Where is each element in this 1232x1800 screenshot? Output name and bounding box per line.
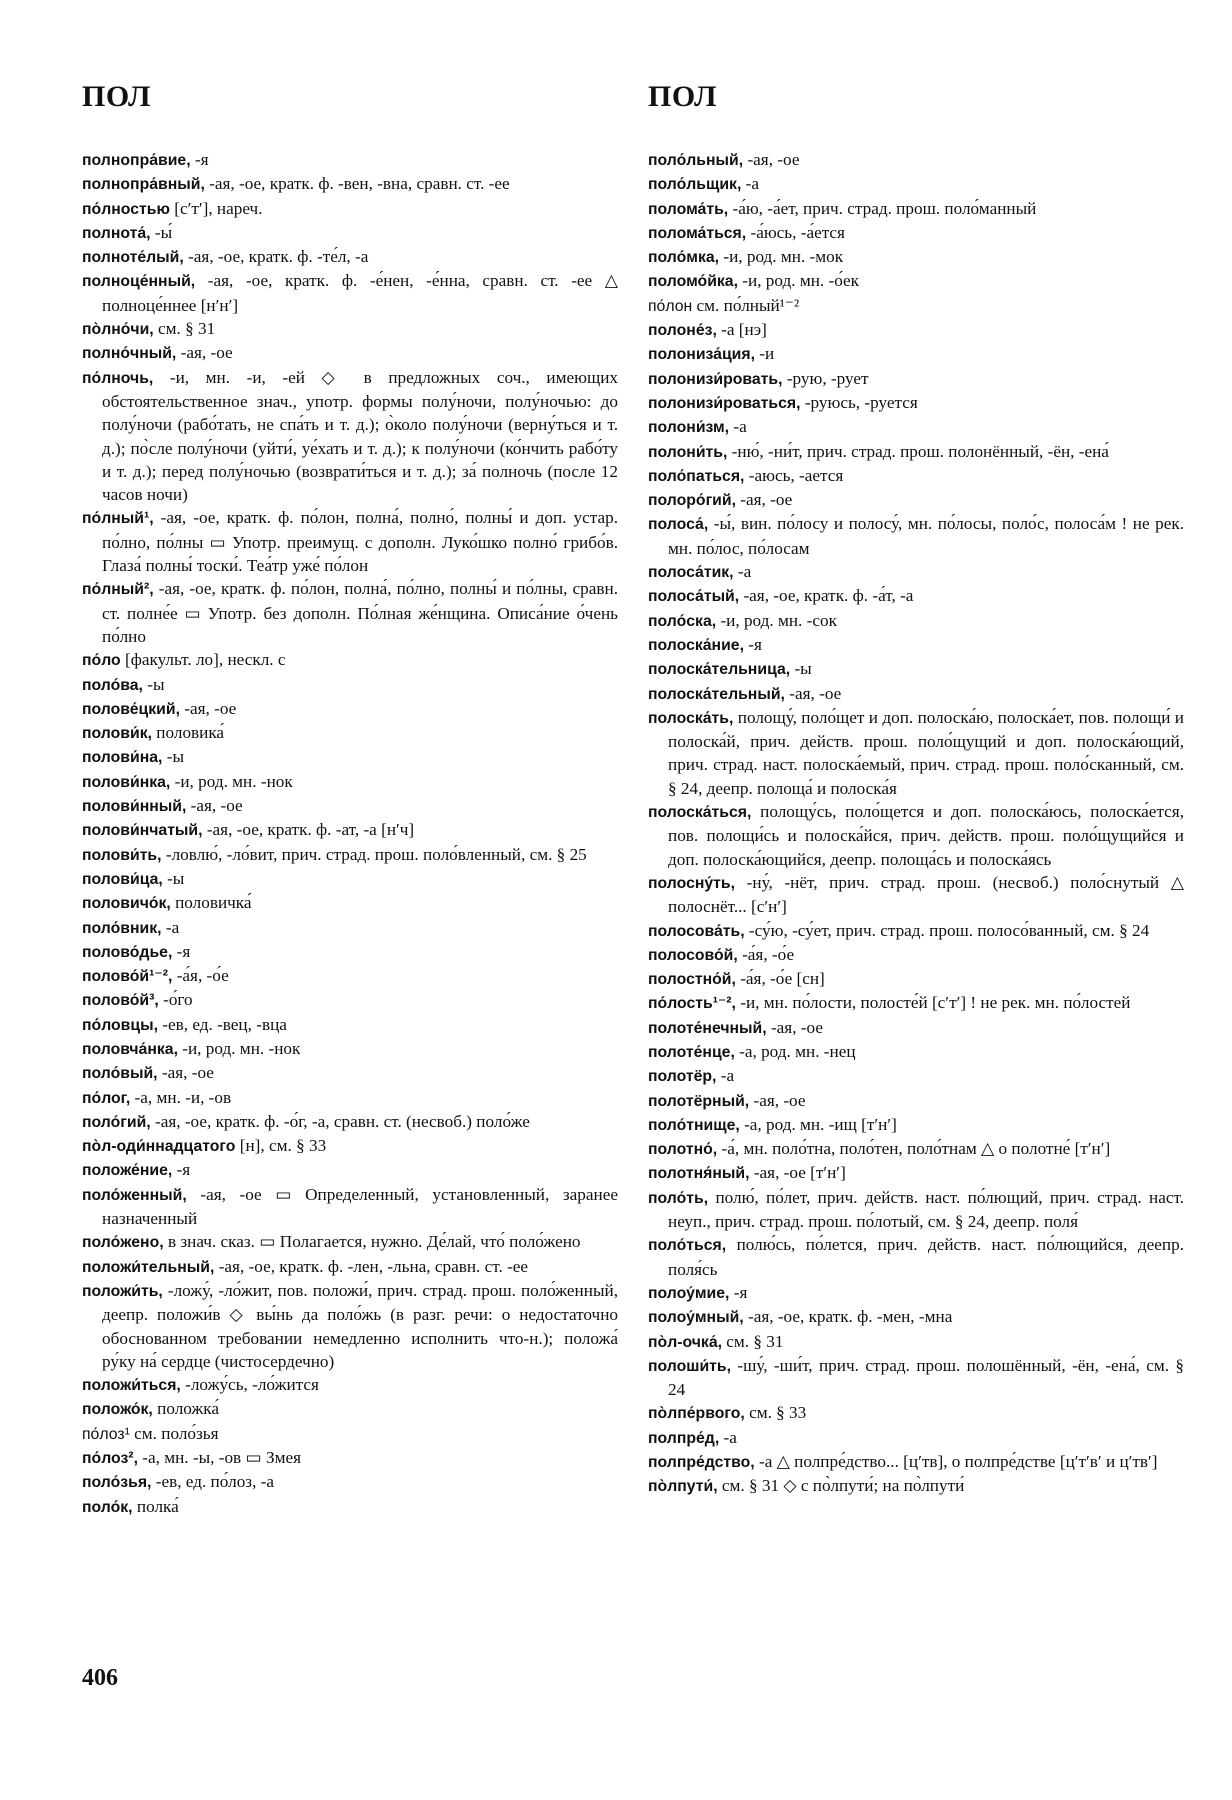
- entry-body: полка́: [132, 1496, 179, 1516]
- headword: положи́ть,: [82, 1282, 163, 1300]
- headword: по́лный²,: [82, 581, 154, 599]
- dictionary-entry: [82, 940, 618, 964]
- headword: полосова́ть,: [648, 922, 745, 940]
- entry-body: [сʹтʹ], нареч.: [169, 198, 263, 218]
- dictionary-entry: [82, 1446, 618, 1470]
- entry-body: -я: [172, 1160, 191, 1180]
- entry-body: -ая, -ое, кратк. ф. по́лон, полна́, полно́, полны́ и доп. устар. по́лно, по́лны ▭ Употр. преимущ. с дополн. Луко́шко полно́ грибо́в. Глаза́ полны́ тоски́. Теа́тр уже́ по́лон: [102, 508, 618, 576]
- headword: полоска́ться,: [648, 804, 752, 822]
- entry-body: -а́юсь, -а́ется: [746, 222, 845, 242]
- entry-body: половичка́: [170, 893, 252, 913]
- entry-body: -ы́, вин. по́лосу и полосу́, мн. по́лосы, поло́с, полоса́м ! не рек. мн. по́лос, по́лосам: [668, 514, 1184, 558]
- entry-body: полю́, по́лет, прич. действ. наст. по́лющий, прич. страд. наст. неуп., прич. страд. прош. по́лотый, см. § 24, деепр. поля́: [668, 1187, 1184, 1232]
- dictionary-entry: [82, 1230, 618, 1254]
- headword: полостно́й,: [648, 971, 736, 989]
- headword: по́ловцы,: [82, 1016, 158, 1034]
- headword: полоска́ть,: [648, 709, 734, 727]
- entry-body: -ая, -ое: [766, 1017, 823, 1037]
- headword: половча́нка,: [82, 1040, 178, 1058]
- entry-body: -а, мн. -ы, -ов ▭ Змея: [137, 1448, 302, 1468]
- dictionary-entry: [648, 871, 1184, 919]
- dictionary-entry: [648, 1305, 1184, 1329]
- dictionary-entry: [648, 1113, 1184, 1137]
- dictionary-entry: [82, 1158, 618, 1182]
- dictionary-entry: [648, 415, 1184, 439]
- headword: по̀л-оди́ннадцатого: [82, 1138, 236, 1156]
- headword: полосово́й,: [648, 946, 738, 964]
- dictionary-entry: [82, 1255, 618, 1279]
- entry-body: -ая, -ое, кратк. ф. -а́т, -а: [739, 586, 914, 606]
- dictionary-entry: [82, 1061, 618, 1085]
- headword: полнопра́вный,: [82, 176, 205, 194]
- headword: полоса́тый,: [648, 588, 740, 606]
- dictionary-entry: [82, 148, 618, 172]
- headword: по́лностью: [82, 200, 170, 218]
- dictionary-entry: [82, 197, 618, 221]
- entry-body: см. § 31: [153, 319, 216, 339]
- dictionary-entry: [648, 1401, 1184, 1425]
- headword: положо́к,: [82, 1401, 153, 1419]
- headword: полови́нный,: [82, 798, 187, 816]
- headword: полово́дье,: [82, 943, 173, 961]
- headword: полоска́ние,: [648, 636, 744, 654]
- entry-body: -а △ полпре́дство... [цʹтв], о полпре́дстве [цʹтʹвʹ и цʹтвʹ]: [754, 1452, 1158, 1472]
- dictionary-entry: [82, 745, 618, 769]
- entry-body: -и, род. мн. -сок: [716, 610, 837, 630]
- entry-body: -руюсь, -руется: [800, 392, 918, 412]
- dictionary-entry: [648, 1040, 1184, 1064]
- headword: по̀лно́чи,: [82, 321, 154, 339]
- entry-body: -а [нэ]: [716, 320, 767, 340]
- headword: полови́нчатый,: [82, 822, 203, 840]
- headword: полоу́мие,: [648, 1284, 730, 1302]
- headword: полово́й³,: [82, 992, 159, 1010]
- dictionary-entry: [648, 245, 1184, 269]
- entry-body: -а, род. мн. -ищ [тʹнʹ]: [739, 1114, 897, 1134]
- entry-body: [факульт. ло], нескл. с: [120, 650, 286, 670]
- entry-body: -и, род. мн. -о́ек: [737, 271, 860, 291]
- dictionary-entry: [648, 269, 1184, 293]
- headword: полотно́,: [648, 1141, 718, 1159]
- headword: полноце́нный,: [82, 273, 196, 291]
- headword: полоса́тик,: [648, 564, 734, 582]
- dictionary-entry: [648, 967, 1184, 991]
- entry-body: -ая, -ое, кратк. ф. -те́л, -а: [183, 247, 369, 267]
- entry-body: положка́: [152, 1399, 220, 1419]
- headword: полонизи́ровать,: [648, 370, 783, 388]
- dictionary-entry: [648, 609, 1184, 633]
- dictionary-entry: [82, 770, 618, 794]
- headword: полоте́нце,: [648, 1043, 735, 1061]
- headword: по̀л-очка́,: [648, 1333, 722, 1351]
- entry-body: полощу́, поло́щет и доп. полоска́ю, полоска́ет, пов. полощи́ и полоска́й, прич. действ. прош. поло́щущий и доп. полоска́ющий, прич. страд. наст. полоска́емый, прич. страд. прош. поло́сканный, см. § 24, деепр. полоща́ и полоска́я: [668, 707, 1184, 798]
- dictionary-entry: [82, 818, 618, 842]
- headword: по́лный¹,: [82, 510, 154, 528]
- dictionary-entry: [82, 721, 618, 745]
- headword: полома́ть,: [648, 200, 729, 218]
- dictionary-entry: [82, 988, 618, 1012]
- entry-body: -ая, -ое: [157, 1063, 214, 1083]
- headword: полови́ца,: [82, 870, 163, 888]
- headword: по́лон: [648, 297, 693, 315]
- headword: поло́мка,: [648, 249, 720, 267]
- headword: половичо́к,: [82, 895, 171, 913]
- entry-body: [н], см. § 33: [235, 1136, 327, 1156]
- entry-body: -ловлю́, -ло́вит, прич. страд. прош. поло́вленный, см. § 25: [161, 844, 587, 864]
- headword: полпре́дство,: [648, 1454, 755, 1472]
- headword: поло́паться,: [648, 467, 745, 485]
- entry-body: -ая, -ое: [176, 343, 233, 363]
- dictionary-entry: [648, 682, 1184, 706]
- entry-body: -и, род. мн. -мок: [719, 247, 844, 267]
- entry-body: см. § 31: [722, 1331, 784, 1351]
- dictionary-entry: [648, 391, 1184, 415]
- entry-body: -я: [172, 941, 191, 961]
- entry-body: -ы: [162, 747, 184, 767]
- dictionary-entry: [82, 172, 618, 196]
- dictionary-entry: [648, 512, 1184, 560]
- dictionary-entry: [648, 172, 1184, 196]
- headword: поло́гий,: [82, 1113, 151, 1131]
- dictionary-entry: [82, 506, 618, 577]
- headword: положе́ние,: [82, 1162, 173, 1180]
- entry-body: см. по́лный¹⁻²: [692, 295, 800, 315]
- dictionary-entry: [82, 269, 618, 317]
- dictionary-entry: [82, 1037, 618, 1061]
- page-number: 406: [82, 1665, 118, 1691]
- dictionary-entry: [82, 341, 618, 365]
- headword: полоска́тельница,: [648, 661, 791, 679]
- headword: поломо́йка,: [648, 273, 738, 291]
- entry-body: -ая, -ое: [180, 698, 237, 718]
- entry-body: -ая, -ое ▭ Определенный, установленный, заранее назначенный: [102, 1184, 618, 1229]
- entry-body: см. поло́зья: [129, 1423, 219, 1443]
- entry-body: -ну́, -нёт, прич. страд. прош. (несвоб.) поло́снутый △ полоснёт... [сʹнʹ]: [668, 872, 1184, 917]
- headword: полове́цкий,: [82, 700, 180, 718]
- headword: полома́ться,: [648, 224, 747, 242]
- headword: полосну́ть,: [648, 874, 736, 892]
- headword: по́лоз²,: [82, 1450, 138, 1468]
- headword: поло́ска,: [648, 612, 717, 630]
- dictionary-entry: [648, 294, 1184, 318]
- headword: полови́к,: [82, 725, 152, 743]
- headword: полони́зм,: [648, 419, 730, 437]
- entry-body: -и, род. мн. -нок: [170, 771, 293, 791]
- dictionary-entry: [648, 1161, 1184, 1185]
- entry-body: -я: [190, 150, 209, 169]
- headword: поло́льщик,: [648, 176, 742, 194]
- entry-body: -я: [729, 1282, 748, 1302]
- dictionary-entry: [82, 577, 618, 648]
- dictionary-entry: [648, 1330, 1184, 1354]
- entry-body: -а, род. мн. -нец: [734, 1041, 856, 1061]
- dictionary-entry: [82, 1013, 618, 1037]
- dictionary-entry: [648, 633, 1184, 657]
- dictionary-entry: [648, 1450, 1184, 1474]
- headword: по̀лпе́рвого,: [648, 1405, 745, 1423]
- entry-body: в знач. сказ. ▭ Полагается, нужно. Де́лай, что́ поло́жено: [163, 1232, 581, 1252]
- running-head-right: ПОЛ: [648, 80, 718, 113]
- headword: полонизи́роваться,: [648, 394, 801, 412]
- entry-body: -ая, -ое: [784, 683, 842, 703]
- headword: полониза́ция,: [648, 346, 755, 364]
- entry-body: -ая, -ое, кратк. ф. по́лон, полна́, по́лно, полны́ и по́лны, сравн. ст. полне́е ▭ Употр. без дополн. По́лная же́нщина. Описа́ние о́чень по́лно: [102, 579, 618, 646]
- dictionary-entry: [82, 697, 618, 721]
- entry-body: -ая, -ое: [735, 490, 793, 510]
- dictionary-entry: [82, 366, 618, 507]
- left-column: [82, 148, 618, 1519]
- dictionary-entry: [648, 464, 1184, 488]
- headword: полоне́з,: [648, 322, 717, 340]
- dictionary-entry: [648, 440, 1184, 464]
- dictionary-entry: [648, 1354, 1184, 1402]
- entry-body: -ню́, -ни́т, прич. страд. прош. полонённый, -ён, -ена́: [727, 441, 1109, 461]
- headword: поло́ва,: [82, 676, 143, 694]
- headword: положи́ться,: [82, 1377, 181, 1395]
- dictionary-entry: [648, 1281, 1184, 1305]
- entry-body: -ы: [790, 659, 812, 679]
- entry-body: -ая, -ое: [743, 150, 800, 169]
- dictionary-entry: [648, 318, 1184, 342]
- entry-body: -рую, -рует: [782, 368, 869, 388]
- entry-body: -ев, ед. -вец, -вца: [157, 1014, 287, 1034]
- dictionary-entry: [82, 1086, 618, 1110]
- entry-body: см. § 33: [744, 1403, 807, 1423]
- dictionary-entry: [82, 1134, 618, 1158]
- dictionary-entry: [82, 916, 618, 940]
- dictionary-entry: [648, 1233, 1184, 1281]
- headword: полнопра́вие,: [82, 152, 191, 169]
- headword: полотня́ный,: [648, 1165, 750, 1183]
- entry-body: -ая, -ое, кратк. ф. -о́г, -а, сравн. ст. (несвоб.) поло́же: [150, 1111, 530, 1131]
- entry-body: -а: [741, 174, 760, 194]
- entry-body: -ая, -ое: [749, 1090, 806, 1110]
- dictionary-entry: [82, 673, 618, 697]
- dictionary-entry: [648, 560, 1184, 584]
- entry-body: -ы́: [150, 222, 173, 242]
- entry-body: -а́я, -о́е: [737, 944, 795, 964]
- dictionary-entry: [648, 706, 1184, 800]
- entry-body: -а: [161, 917, 180, 937]
- dictionary-entry: [648, 1186, 1184, 1234]
- headword: поло́льный,: [648, 152, 744, 169]
- dictionary-entry: [648, 991, 1184, 1015]
- headword: поло́жено,: [82, 1234, 164, 1252]
- dictionary-entry: [82, 1422, 618, 1446]
- dictionary-entry: [82, 1495, 618, 1519]
- dictionary-entry: [82, 867, 618, 891]
- headword: полно́чный,: [82, 345, 177, 363]
- headword: поло́вый,: [82, 1065, 158, 1083]
- entry-body: -шу́, -ши́т, прич. страд. прош. полошённый, -ён, -ена́, см. § 24: [668, 1355, 1184, 1400]
- entry-body: -ая, -ое, кратк. ф. -ат, -а [нʹч]: [202, 820, 415, 840]
- entry-body: -а, мн. -и, -ов: [130, 1087, 232, 1107]
- headword: полони́ть,: [648, 443, 728, 461]
- dictionary-entry: [648, 800, 1184, 871]
- dictionary-entry: [648, 197, 1184, 221]
- entry-body: -ая, -ое, кратк. ф. -е́нен, -е́нна, сравн. ст. -ее △ полноце́ннее [нʹнʹ]: [102, 271, 618, 315]
- dictionary-entry: [648, 1474, 1184, 1498]
- headword: поло́ть,: [648, 1189, 709, 1207]
- dictionary-entry: [648, 342, 1184, 366]
- dictionary-entry: [82, 843, 618, 867]
- running-head-left: ПОЛ: [82, 80, 152, 113]
- headword: поло́ться,: [648, 1237, 727, 1255]
- dictionary-entry: [648, 584, 1184, 608]
- headword: положи́тельный,: [82, 1258, 215, 1276]
- headword: по̀лпути́,: [648, 1478, 718, 1496]
- dictionary-entry: [82, 221, 618, 245]
- entry-body: -и, мн. по́лости, полосте́й [сʹтʹ] ! не рек. мн. по́лостей: [735, 993, 1131, 1013]
- dictionary-entry: [82, 1397, 618, 1421]
- entry-body: -ая, -ое, кратк. ф. -лен, -льна, сравн. ст. -ее: [214, 1256, 529, 1276]
- headword: поло́вник,: [82, 919, 162, 937]
- headword: полоска́тельный,: [648, 685, 785, 703]
- headword: полоро́гий,: [648, 492, 736, 510]
- dictionary-entry: [82, 1279, 618, 1373]
- dictionary-entry: [648, 1064, 1184, 1088]
- entry-body: -я: [743, 634, 762, 654]
- headword: полотёр,: [648, 1068, 717, 1086]
- entry-body: -а: [719, 1427, 737, 1447]
- dictionary-entry: [648, 1426, 1184, 1450]
- dictionary-entry: [82, 891, 618, 915]
- headword: по́лночь,: [82, 369, 154, 387]
- dictionary-entry: [648, 943, 1184, 967]
- entry-body: -ложу́сь, -ло́жится: [180, 1375, 319, 1395]
- dictionary-entry: [648, 1137, 1184, 1161]
- headword: по́лоз¹: [82, 1425, 130, 1443]
- headword: полоса́,: [648, 516, 709, 534]
- headword: поло́к,: [82, 1498, 133, 1516]
- dictionary-entry: [648, 919, 1184, 943]
- dictionary-entry: [82, 1183, 618, 1231]
- dictionary-entry: [82, 1373, 618, 1397]
- entry-body: -су́ю, -су́ет, прич. страд. прош. полосо́ванный, см. § 24: [744, 920, 1150, 940]
- headword: полово́й¹⁻²,: [82, 968, 173, 986]
- headword: поло́тнище,: [648, 1116, 740, 1134]
- entry-body: -ая, -ое, кратк. ф. -вен, -вна, сравн. ст. -ее: [204, 174, 510, 194]
- dictionary-entry: [648, 148, 1184, 172]
- entry-body: -а́я, -о́е: [172, 966, 229, 986]
- entry-body: -о́го: [158, 990, 193, 1010]
- dictionary-entry: [648, 1089, 1184, 1113]
- headword: поло́женный,: [82, 1186, 187, 1204]
- headword: полови́нка,: [82, 773, 171, 791]
- entry-body: полощу́сь, поло́щется и доп. полоска́юсь, полоска́ется, пов. полощи́сь и полоска́йся, прич. действ. прош. поло́щущийся и доп. полоска́ющийся, деепр. полоща́сь и полоска́ясь: [668, 802, 1184, 869]
- entry-body: -а: [729, 417, 747, 437]
- headword: по́лость¹⁻²,: [648, 995, 736, 1013]
- entry-body: -ы: [142, 674, 165, 694]
- headword: полови́ть,: [82, 846, 162, 864]
- entry-body: -а: [716, 1066, 735, 1086]
- entry-body: -ая, -ое [тʹнʹ]: [749, 1163, 846, 1183]
- entry-body: -аюсь, -ается: [744, 465, 844, 485]
- entry-body: -а: [733, 562, 752, 582]
- headword: полпре́д,: [648, 1429, 720, 1447]
- entry-body: -а́, мн. поло́тна, поло́тен, поло́тнам △ о полотне́ [тʹнʹ]: [717, 1139, 1111, 1159]
- entry-body: -а́ю, -а́ет, прич. страд. прош. поло́манный: [728, 198, 1037, 218]
- dictionary-entry: [648, 367, 1184, 391]
- entry-body: -ы: [162, 868, 185, 888]
- dictionary-entry: [82, 1470, 618, 1494]
- dictionary-entry: [82, 245, 618, 269]
- headword: полнота́,: [82, 224, 151, 242]
- dictionary-entry: [648, 1016, 1184, 1040]
- entry-body: -ая, -ое: [186, 796, 243, 816]
- entry-body: полю́сь, по́лется, прич. действ. наст. по́лющийся, деепр. поля́сь: [668, 1235, 1184, 1279]
- dictionary-entry: [82, 1110, 618, 1134]
- dictionary-entry: [648, 657, 1184, 681]
- right-column: [648, 148, 1184, 1499]
- entry-body: -и, мн. -и, -ей ◇ в предложных соч., имеющих обстоятельственное знач., употр. формы полу́ночи, полу́ночью: до полу́ночи (рабо́тать, не спа́ть и т. д.); о̀коло полу́ночи (верну́ться и т. д.); по̀сле полу́ночи (уйти́, уе́хать и т. д.); к полу́ночи (ко́нчить рабо́ту и т. д.); перед полу́ночью (возврати́ться и т. д.); за́ полночь (после 12 часов ночи): [102, 367, 618, 505]
- headword: полоте́нечный,: [648, 1019, 767, 1037]
- dictionary-entry: [648, 221, 1184, 245]
- dictionary-entry: [82, 964, 618, 988]
- headword: полноте́лый,: [82, 249, 184, 267]
- headword: полотёрный,: [648, 1092, 750, 1110]
- entry-body: -и, род. мн. -нок: [177, 1038, 301, 1058]
- entry-body: -а́я, -о́е [сн]: [735, 969, 825, 989]
- entry-body: -ев, ед. по́лоз, -а: [151, 1472, 275, 1492]
- dictionary-entry: [82, 648, 618, 672]
- dictionary-entry: [648, 488, 1184, 512]
- entry-body: -ложу́, -ло́жит, пов. положи́, прич. страд. прош. поло́женный, деепр. положи́в ◇ вы́нь да поло́жь (в разг. речи: о недостаточно обоснованном требовании немедленно исполнить что-н.); положа́ ру́ку на́ сердце (чистосердечно): [102, 1280, 618, 1371]
- headword: поло́зья,: [82, 1474, 152, 1492]
- headword: по́лог,: [82, 1089, 131, 1107]
- headword: полови́на,: [82, 749, 163, 767]
- dictionary-entry: [82, 794, 618, 818]
- headword: полоши́ть,: [648, 1357, 731, 1375]
- entry-body: половика́: [152, 723, 225, 743]
- entry-body: -и: [754, 344, 775, 364]
- dictionary-entry: [82, 317, 618, 341]
- entry-body: -ая, -ое, кратк. ф. -мен, -мна: [743, 1307, 953, 1327]
- headword: полоу́мный,: [648, 1309, 744, 1327]
- headword: по́ло: [82, 652, 121, 670]
- entry-body: см. § 31 ◇ с по̀лпути́; на по̀лпути́: [717, 1476, 965, 1496]
